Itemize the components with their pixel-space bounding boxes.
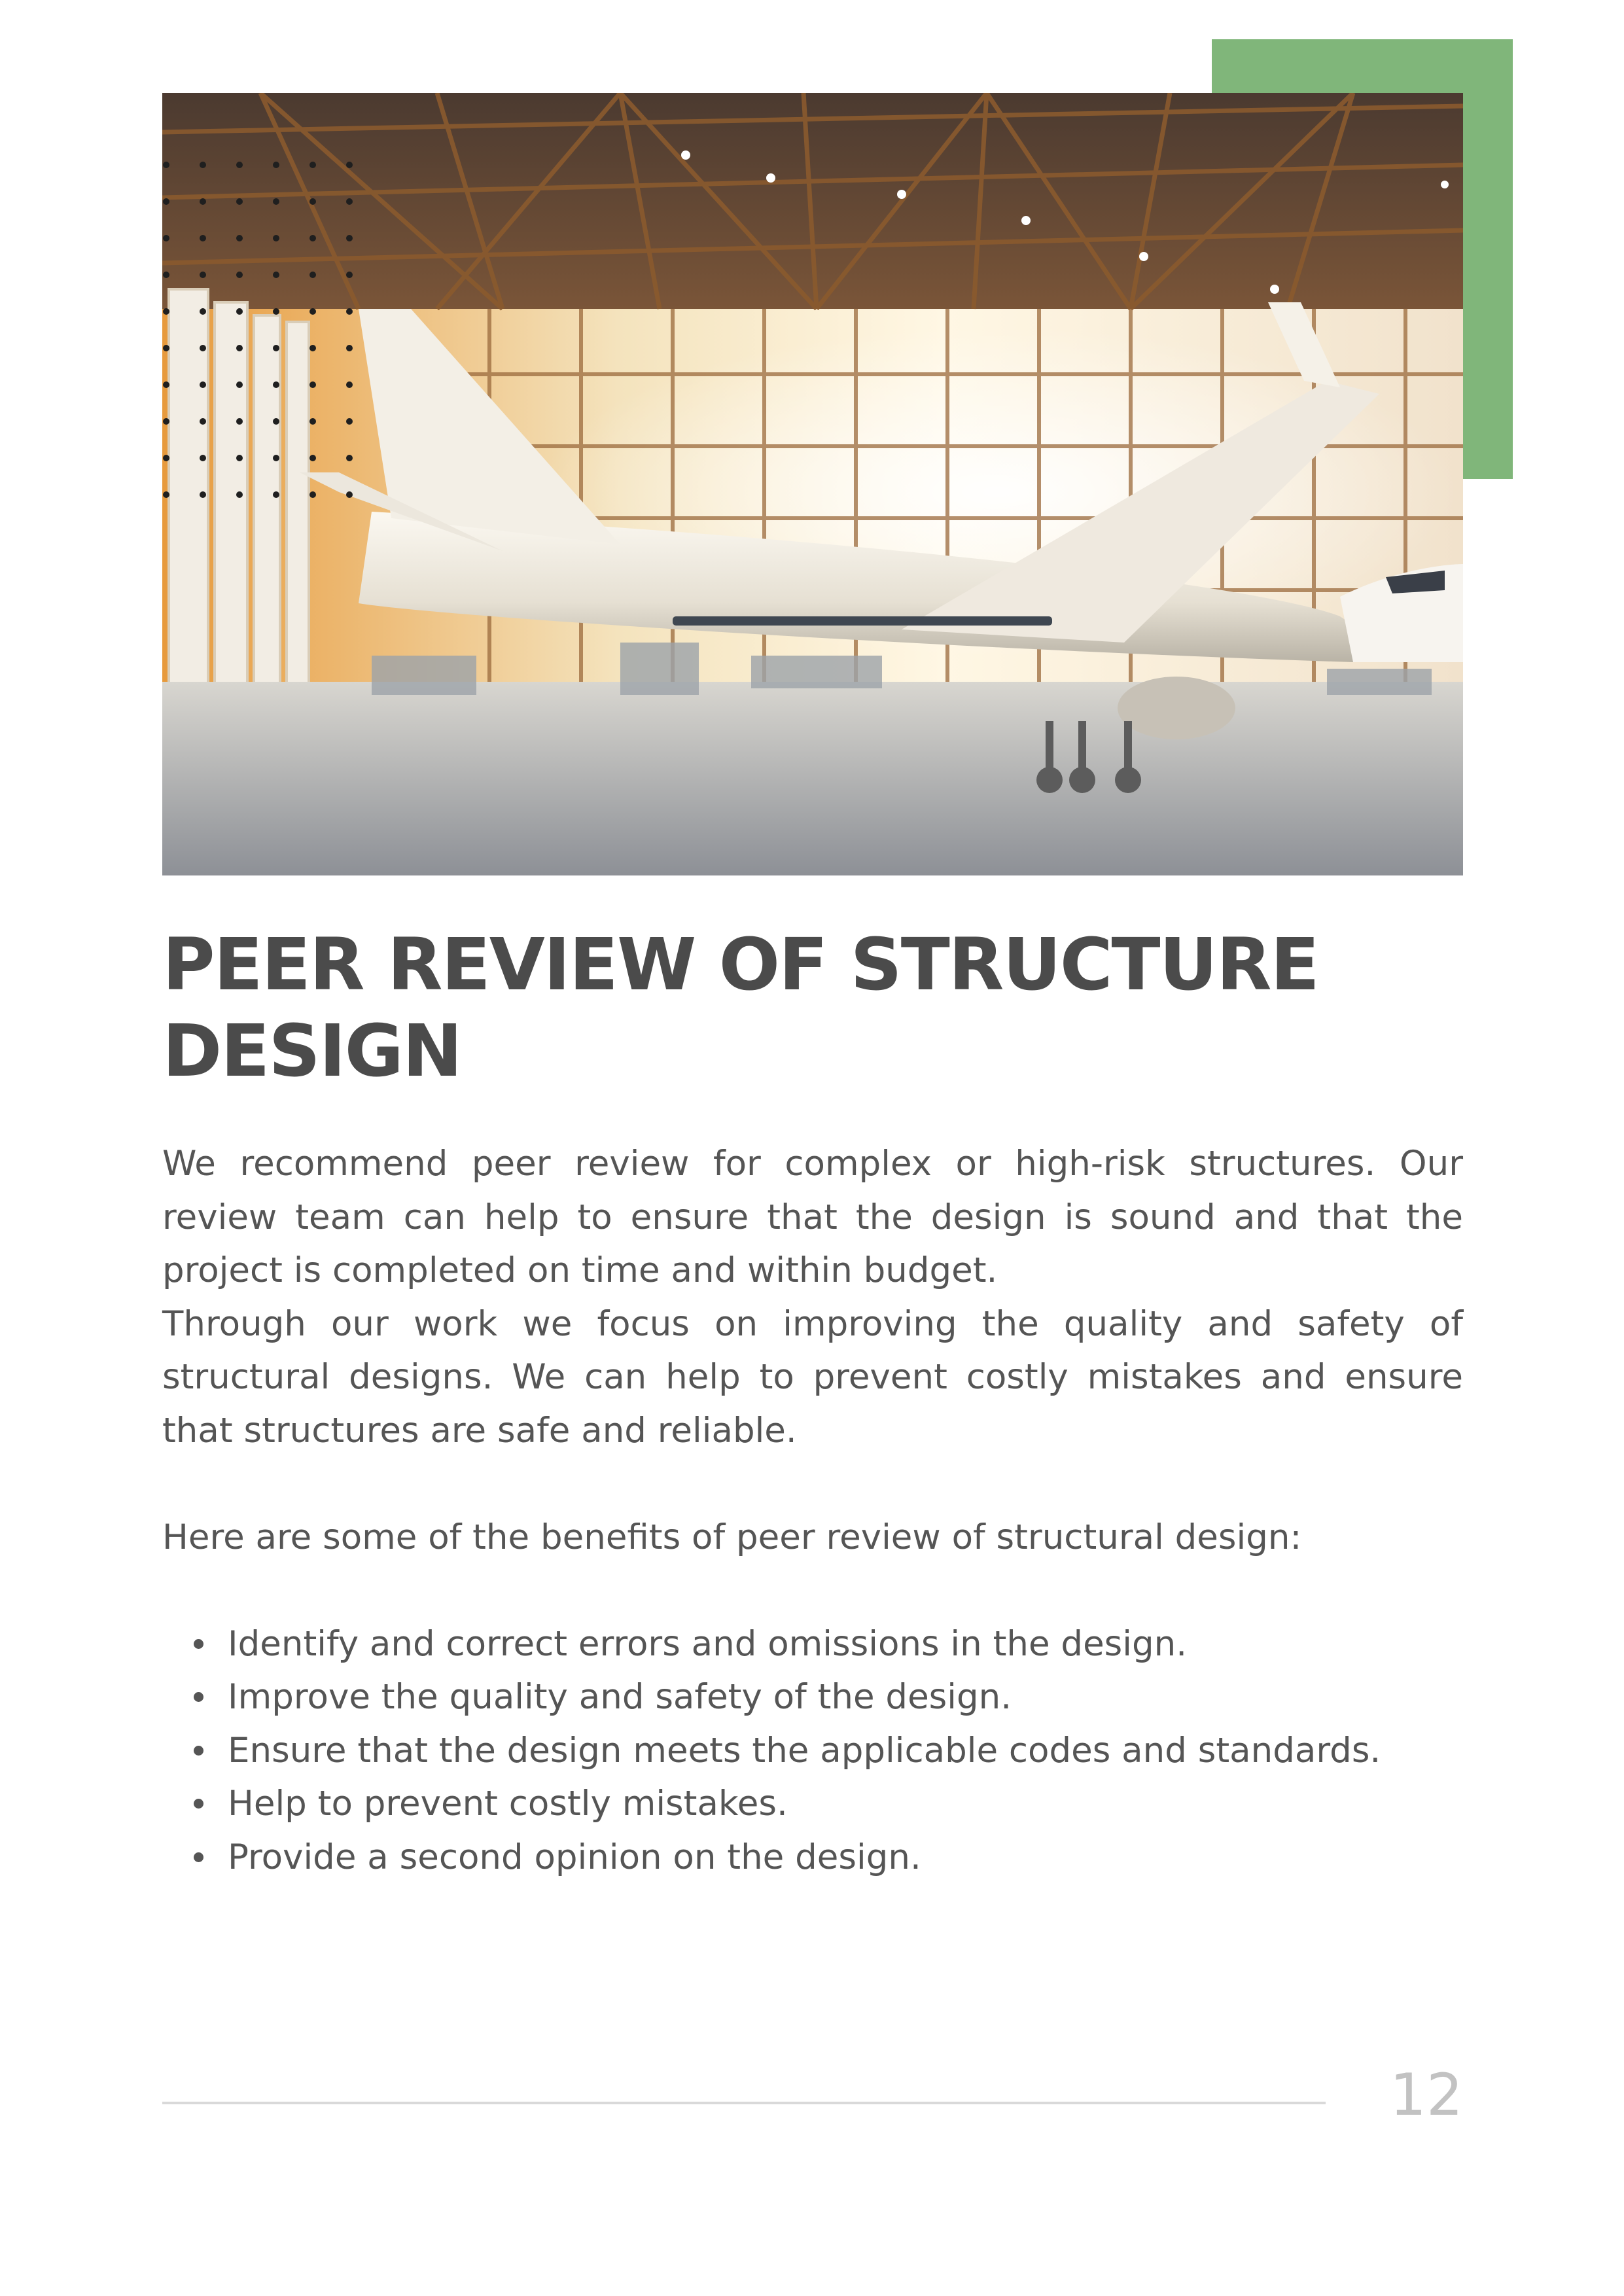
page-number: 12 xyxy=(1390,2061,1463,2128)
list-item: Improve the quality and safety of the design. xyxy=(228,1670,1463,1724)
body-text xyxy=(162,1137,1463,1884)
paragraph-spacer xyxy=(162,1457,1463,1511)
decorative-dot-grid xyxy=(161,160,357,513)
intro-paragraph: We recommend peer review for complex or high-risk structures. Our review team can help to ensure that the design is sound and that the project is completed on time and within budget. xyxy=(162,1144,1463,1290)
footer-divider xyxy=(162,2102,1326,2104)
list-item: Provide a second opinion on the design. xyxy=(228,1831,1463,1884)
list-item: Help to prevent costly mistakes. xyxy=(228,1777,1463,1831)
page-title: PEER REVIEW OF STRUCTURE DESIGN xyxy=(162,923,1318,1093)
benefits-intro: Here are some of the benefits of peer review of structural design: xyxy=(162,1517,1302,1557)
list-item: Identify and correct errors and omissions in the design. xyxy=(228,1617,1463,1671)
list-item: Ensure that the design meets the applicable codes and standards. xyxy=(228,1724,1463,1778)
benefits-list xyxy=(162,1617,1463,1884)
list-spacer xyxy=(162,1564,1463,1617)
focus-paragraph: Through our work we focus on improving the quality and safety of structural designs. We can help to prevent costly mistakes and ensure that structures are safe and reliable. xyxy=(162,1303,1463,1451)
hangar-airplane-photo xyxy=(162,93,1463,875)
